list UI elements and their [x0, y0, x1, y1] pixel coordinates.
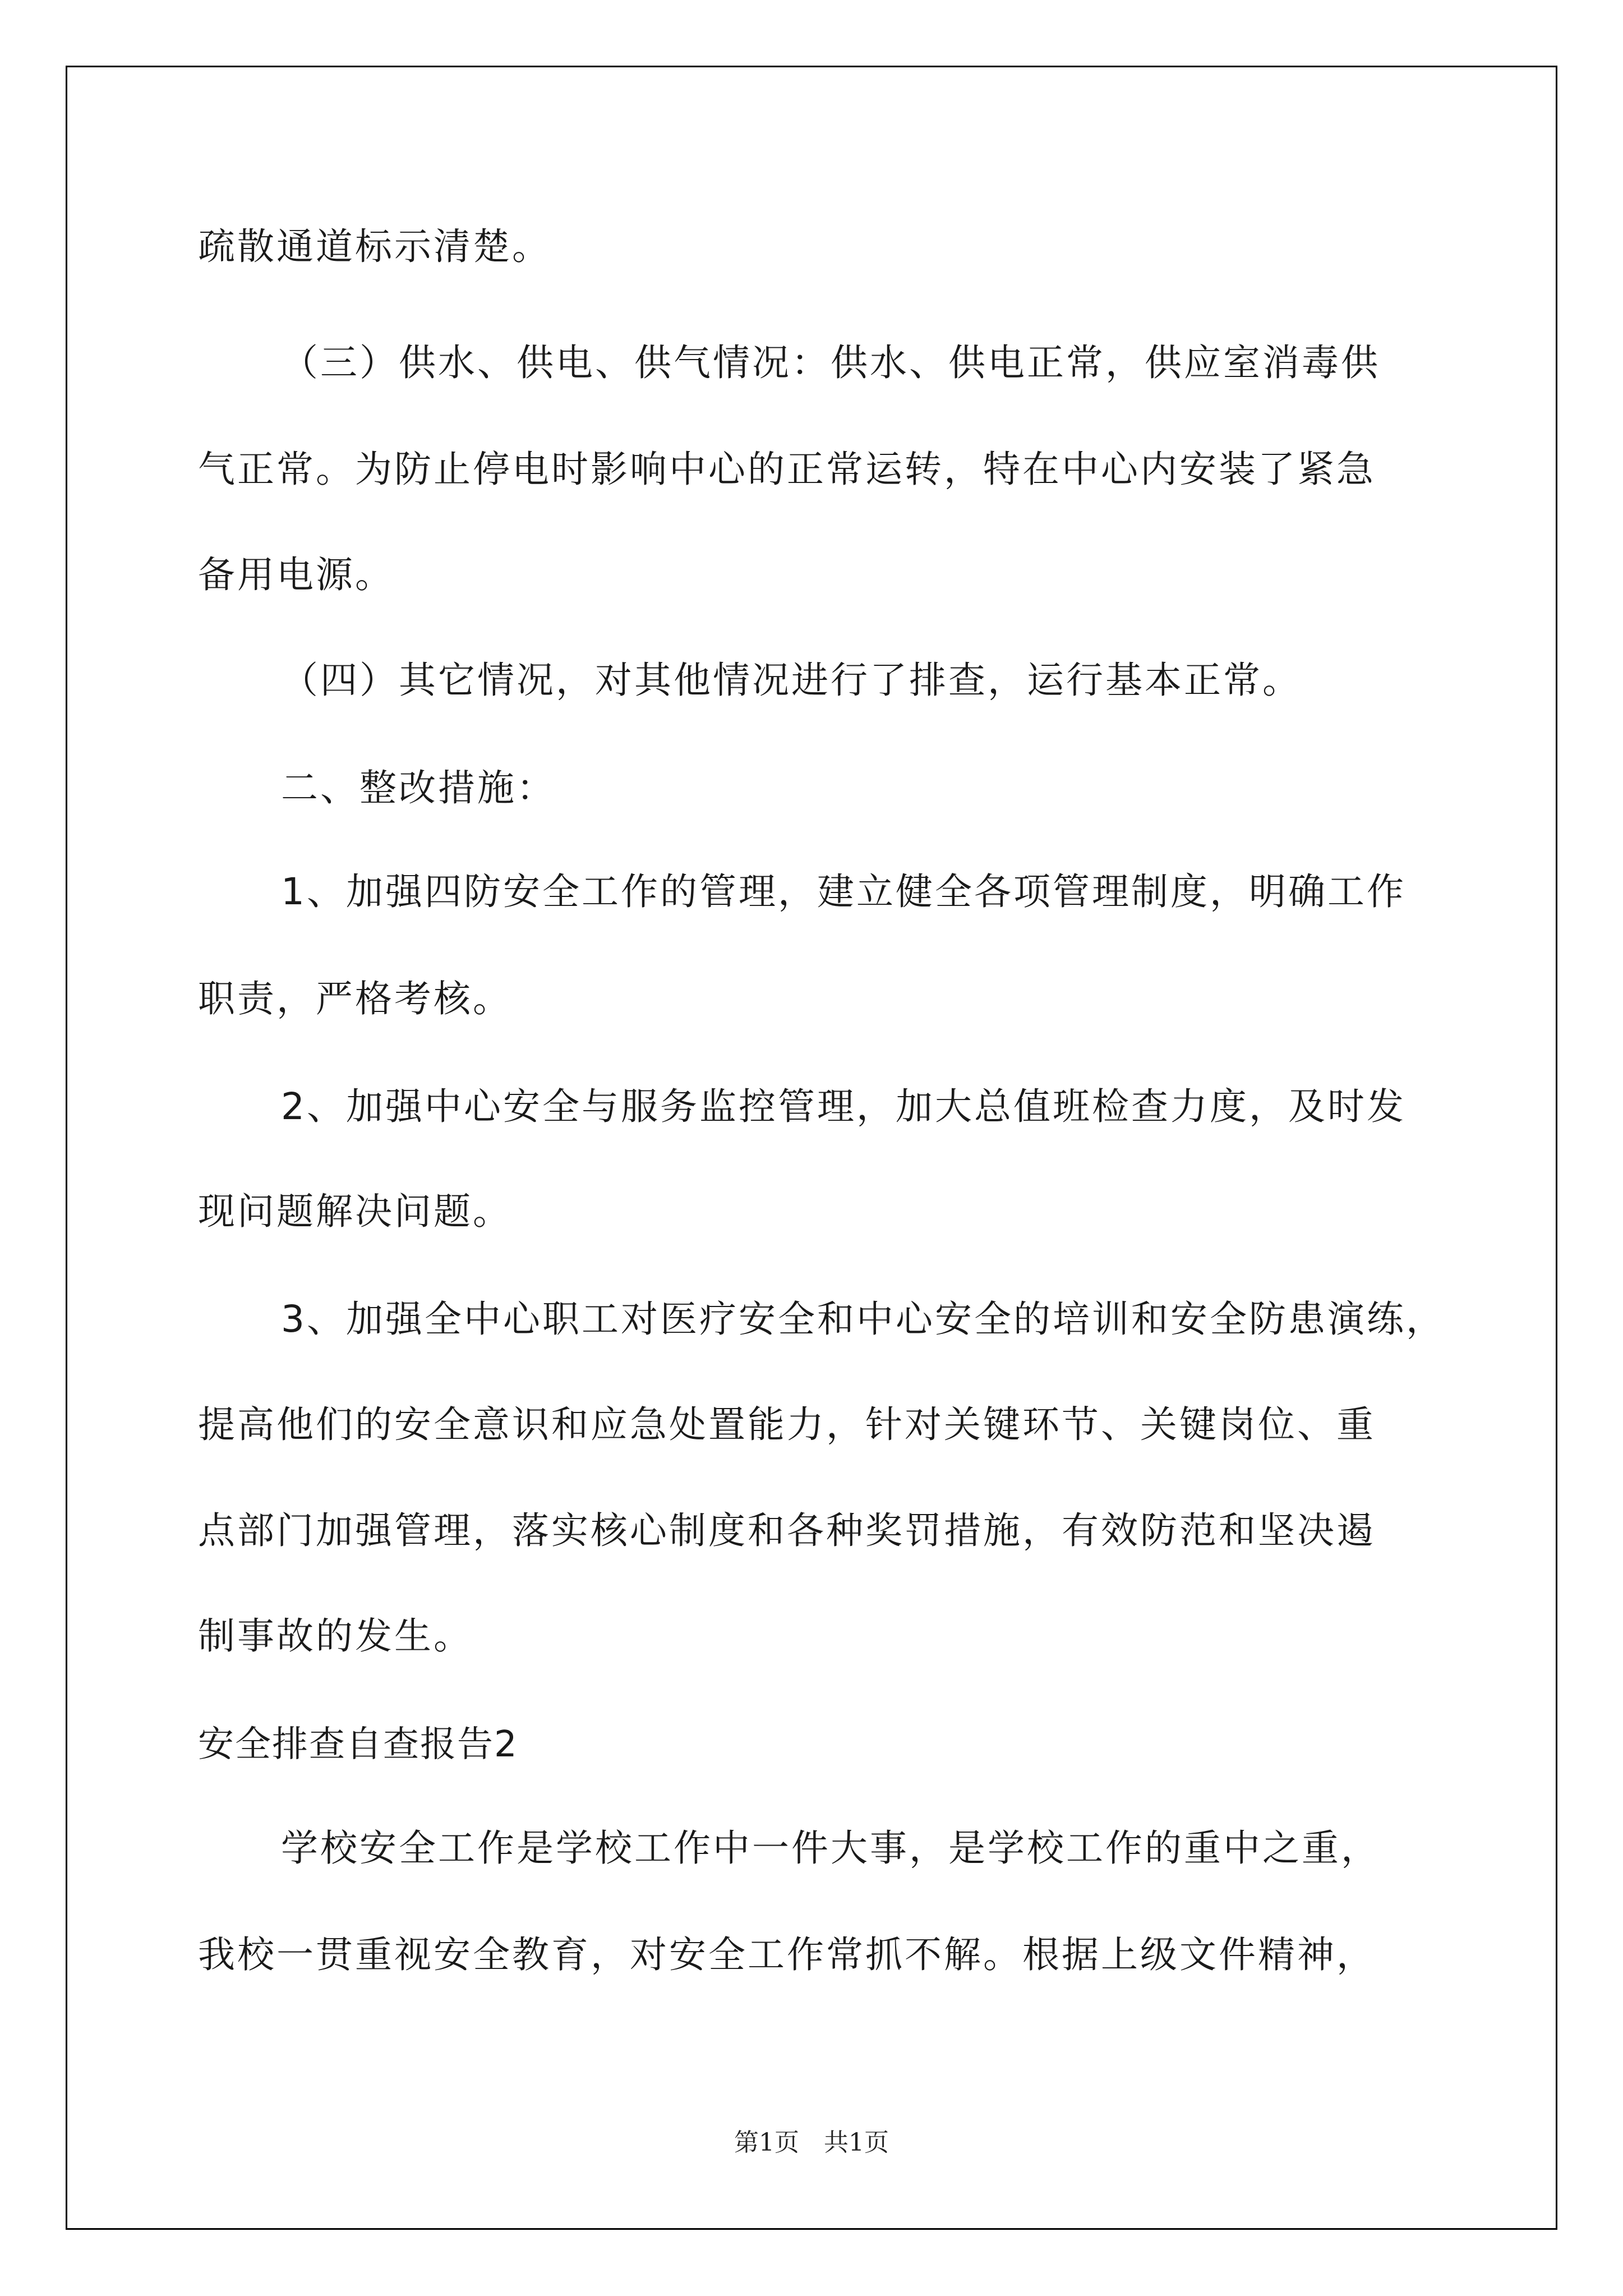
text-line: 学校安全工作是学校工作中一件大事，是学校工作的重中之重， — [281, 1826, 1380, 1870]
text-line: 点部门加强管理，落实核心制度和各种奖罚措施，有效防范和坚决遏 — [198, 1509, 1376, 1552]
page-footer: 第1页 共1页 — [734, 2128, 889, 2157]
text-line: 职责，严格考核。 — [198, 977, 512, 1020]
text-line: 气正常。为防止停电时影响中心的正常运转，特在中心内安装了紧急 — [198, 448, 1376, 491]
text-line: 疏散通道标示清楚。 — [198, 225, 551, 268]
text-line: 制事故的发生。 — [198, 1614, 473, 1658]
text-line: 1、加强四防安全工作的管理，建立健全各项管理制度，明确工作 — [281, 870, 1406, 913]
text-line: 提高他们的安全意识和应急处置能力，针对关键环节、关键岗位、重 — [198, 1403, 1376, 1446]
text-line: 3、加强全中心职工对医疗安全和中心安全的培训和安全防患演练， — [281, 1297, 1445, 1341]
section-title: 安全排查自查报告2 — [198, 1724, 518, 1765]
text-line: 备用电源。 — [198, 553, 394, 596]
text-line: 二、整改措施： — [281, 766, 556, 809]
text-line: （四）其它情况，对其他情况进行了排查，运行基本正常。 — [281, 659, 1302, 702]
page-border — [66, 66, 1557, 2230]
text-line: （三）供水、供电、供气情况：供水、供电正常，供应室消毒供 — [281, 341, 1380, 384]
text-line: 我校一贯重视安全教育，对安全工作常抓不解。根据上级文件精神， — [198, 1933, 1376, 1976]
text-line: 2、加强中心安全与服务监控管理，加大总值班检查力度，及时发 — [281, 1085, 1406, 1128]
text-line: 现问题解决问题。 — [198, 1190, 512, 1233]
